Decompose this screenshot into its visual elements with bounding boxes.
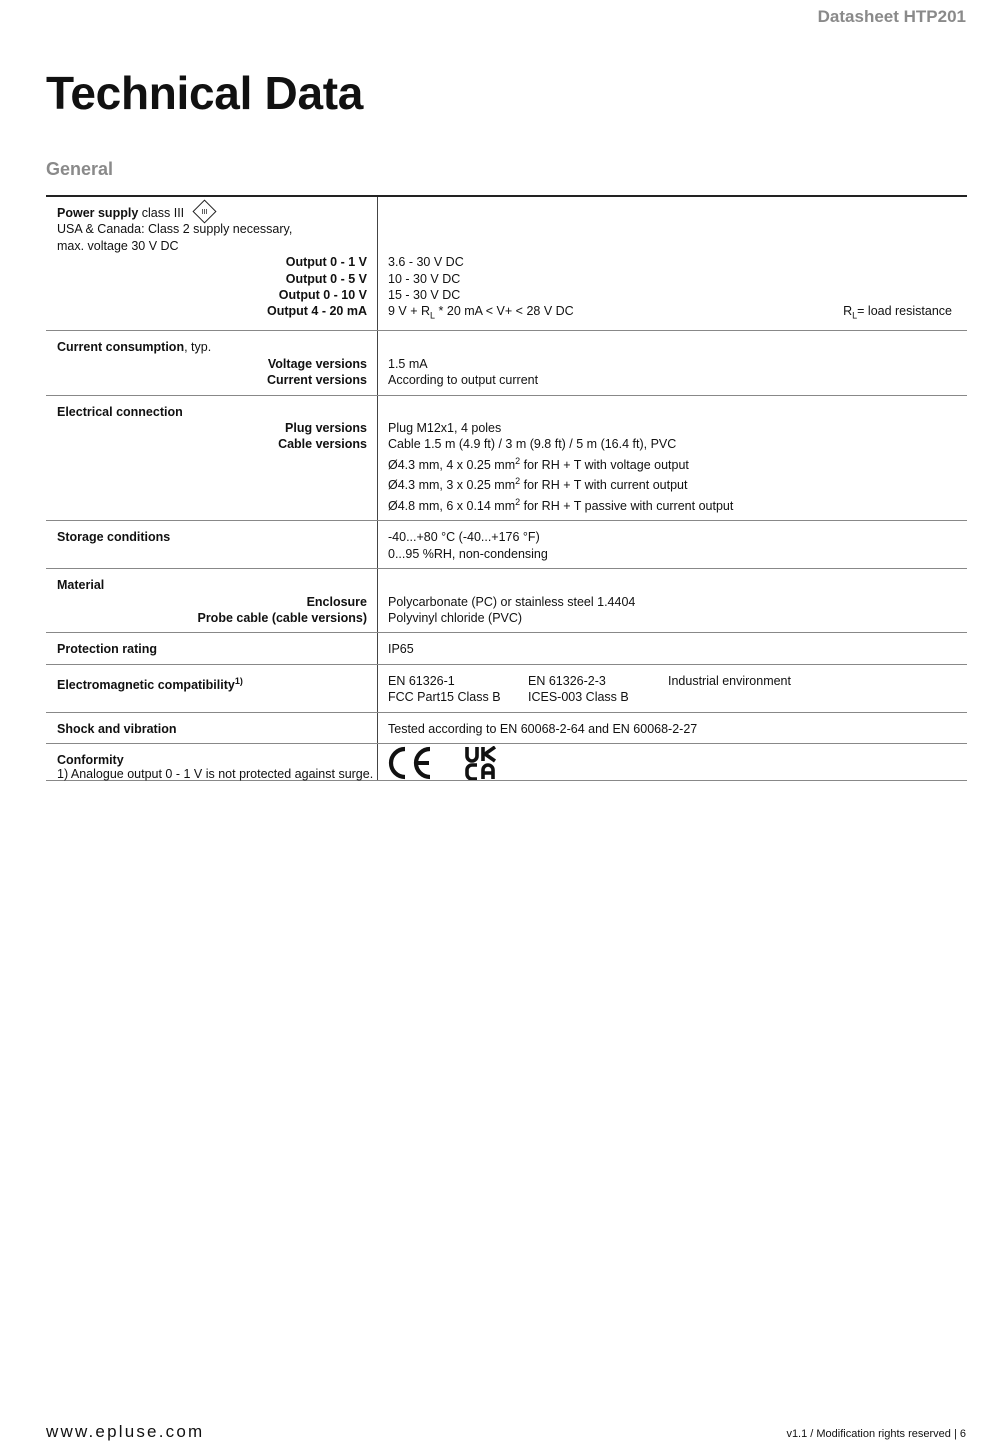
table-row-protection-rating — [46, 633, 967, 664]
cable-versions-label: Cable versions — [278, 437, 367, 452]
current-consumption-label: Current consumption — [57, 340, 185, 355]
load-resistance-note: $R_L=$ load resistance — [843, 304, 952, 321]
output-label: Output 0 - 5 V — [285, 271, 367, 286]
conformity-label: Conformity — [57, 753, 124, 768]
ce-mark-icon — [388, 746, 434, 780]
emc-standard: EN 61326-1 — [388, 673, 455, 688]
power-supply-note-2: max. voltage 30 V DC — [57, 238, 179, 253]
row-value-cell — [378, 396, 967, 521]
probe-cable-value: Polyvinyl chloride (PVC) — [388, 611, 523, 626]
cable-option: Ø4.8 mm, 6 x 0.14 $mm^2$ for RH + T passive with current output — [388, 496, 734, 513]
power-supply-label: Power supply — [57, 206, 139, 220]
electrical-connection-label: Electrical connection — [57, 404, 183, 419]
output-label: Output 0 - 1 V — [285, 255, 367, 270]
storage-conditions-label: Storage conditions — [57, 530, 171, 545]
power-supply-class: class III — [141, 206, 185, 220]
table-row-current-consumption — [46, 331, 967, 395]
plug-versions-label: Plug versions — [285, 420, 367, 435]
row-label-cell — [46, 713, 378, 743]
ukca-mark-icon — [464, 746, 498, 780]
shock-vibration-label: Shock and vibration — [57, 721, 177, 736]
protection-rating-label: Protection rating — [57, 642, 158, 657]
document-title: Datasheet HTP201 — [817, 7, 966, 26]
output-value: 10 - 30 V DC — [388, 271, 461, 286]
emc-standard: Industrial environment — [668, 673, 791, 688]
row-value-cell — [378, 744, 967, 780]
footnote: 1) Analogue output 0 - 1 V is not protected against surge. — [57, 767, 374, 781]
emc-label: Electromagnetic compatibility$^{1)}$ — [57, 675, 243, 692]
table-row-shock-vibration — [46, 713, 967, 744]
storage-temperature-value: -40...+80 °C (-40...+176 °F) — [388, 530, 540, 545]
cable-versions-value: Cable 1.5 m (4.9 ft) / 3 m (9.8 ft) / 5 m (16.4 ft), PVC — [388, 437, 677, 452]
row-label-cell — [46, 396, 378, 521]
material-label: Material — [57, 578, 105, 593]
row-label-cell — [46, 569, 378, 632]
emc-standard: ICES-003 Class B — [528, 690, 629, 705]
voltage-versions-value: 1.5 mA — [388, 356, 428, 371]
voltage-versions-label: Voltage versions — [267, 356, 367, 371]
current-versions-label: Current versions — [266, 373, 367, 388]
protection-rating-value: IP65 — [388, 642, 414, 657]
technical-data-table — [46, 195, 967, 781]
emc-standards — [388, 673, 952, 706]
emc-standard: FCC Part15 Class B — [388, 690, 501, 705]
table-row-storage-conditions — [46, 521, 967, 569]
table-row-emc — [46, 665, 967, 713]
enclosure-label: Enclosure — [306, 594, 367, 609]
table-row-material — [46, 569, 967, 633]
row-label-cell — [46, 665, 378, 712]
row-value-cell — [378, 197, 967, 330]
table-row-power-supply — [46, 197, 967, 331]
output-value: 9 $V + R_L * 20$ mA < V+ < 28 V DC $R_L=$ load resistance — [388, 303, 952, 324]
row-value-cell — [378, 569, 967, 632]
table-row-electrical-connection — [46, 396, 967, 522]
row-value-cell — [378, 713, 967, 743]
enclosure-value: Polycarbonate (PC) or stainless steel 1.4404 — [388, 594, 636, 609]
output-value: 3.6 - 30 V DC — [388, 255, 464, 270]
row-label-cell — [46, 521, 378, 568]
footer-website-link[interactable]: www.epluse.com — [46, 1422, 205, 1441]
output-label: Output 0 - 10 V — [278, 288, 367, 303]
section-title: General — [46, 159, 114, 179]
footer-version-page: v1.1 / Modification rights reserved | 6 — [786, 1428, 966, 1440]
storage-humidity-value: 0...95 %RH, non-condensing — [388, 546, 548, 561]
row-value-cell — [378, 521, 967, 568]
row-value-cell — [378, 633, 967, 663]
row-value-cell — [378, 665, 967, 712]
current-consumption-suffix: , typ. — [184, 340, 212, 355]
output-label: Output 4 - 20 mA — [266, 304, 367, 319]
shock-vibration-value: Tested according to EN 60068-2-64 and EN 60068-2-27 — [388, 721, 698, 736]
plug-versions-value: Plug M12x1, 4 poles — [388, 420, 502, 435]
power-supply-note-1: USA & Canada: Class 2 supply necessary, — [57, 222, 293, 237]
current-versions-value: According to output current — [388, 373, 539, 388]
page-title: Technical Data — [46, 67, 364, 119]
row-label-cell — [46, 197, 378, 330]
cable-option: Ø4.3 mm, 3 x 0.25 $mm^2$ for RH + T with current output — [388, 476, 688, 493]
emc-standard: EN 61326-2-3 — [528, 673, 606, 688]
row-label-cell — [46, 633, 378, 663]
output-value: 15 - 30 V DC — [388, 287, 461, 302]
protection-class-iii-icon: III — [192, 200, 216, 224]
row-label-cell — [46, 331, 378, 394]
probe-cable-label: Probe cable (cable versions) — [197, 611, 367, 626]
cable-option: Ø4.3 mm, 4 x 0.25 $mm^2$ for RH + T with voltage output — [388, 455, 689, 472]
row-value-cell — [378, 331, 967, 394]
